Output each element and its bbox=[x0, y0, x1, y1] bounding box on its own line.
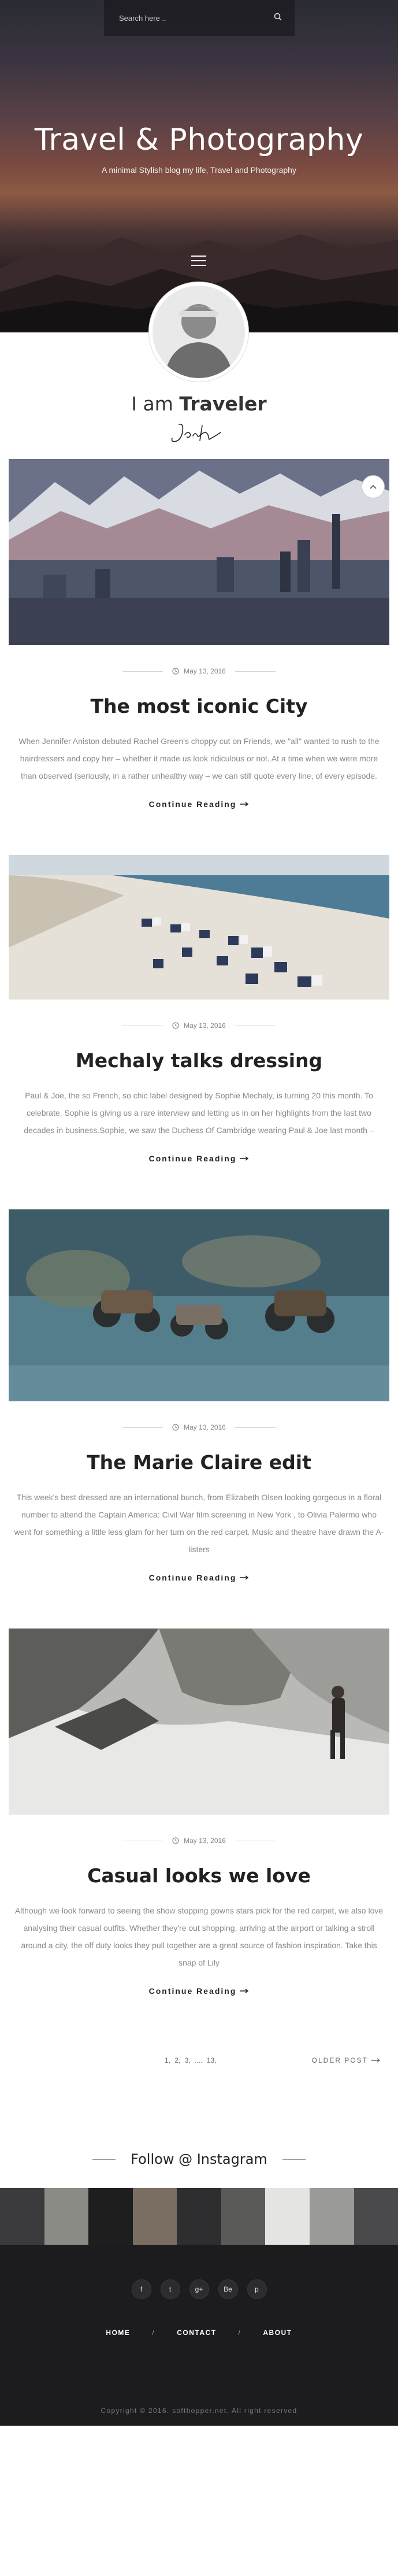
clock-icon bbox=[172, 1424, 179, 1431]
chevron-up-icon bbox=[369, 484, 377, 490]
footer-separator: / bbox=[152, 2329, 155, 2337]
instagram-photo[interactable] bbox=[310, 2188, 354, 2245]
search-input[interactable] bbox=[119, 14, 252, 23]
clock-icon bbox=[172, 1022, 179, 1029]
instagram-photo[interactable] bbox=[265, 2188, 310, 2245]
page-link[interactable]: 1, bbox=[165, 2056, 171, 2064]
scroll-top-button[interactable] bbox=[362, 475, 385, 498]
arrow-right-icon bbox=[240, 1575, 249, 1580]
instagram-feed bbox=[0, 2188, 398, 2245]
continue-reading-label: Continue Reading bbox=[148, 1986, 237, 1996]
continue-reading-label: Continue Reading bbox=[148, 1573, 237, 1582]
post-image[interactable] bbox=[9, 459, 389, 645]
post-date bbox=[172, 1423, 226, 1431]
post-title[interactable]: The Marie Claire edit bbox=[87, 1451, 311, 1474]
instagram-photo[interactable] bbox=[177, 2188, 221, 2245]
footer-link-contact[interactable]: CONTACT bbox=[177, 2329, 217, 2337]
post-date bbox=[172, 667, 226, 675]
footer-nav bbox=[0, 2329, 398, 2337]
behance-icon[interactable]: Be bbox=[218, 2279, 238, 2299]
arrow-right-icon bbox=[240, 1989, 249, 1993]
continue-reading-link[interactable] bbox=[0, 1154, 398, 1163]
instagram-photo[interactable] bbox=[354, 2188, 398, 2245]
arrow-right-icon bbox=[240, 1156, 249, 1161]
page-numbers bbox=[165, 2056, 218, 2064]
instagram-photo[interactable] bbox=[88, 2188, 133, 2245]
site-tagline: A minimal Stylish blog my life, Travel and Photography bbox=[102, 165, 296, 175]
post-title[interactable]: Mechaly talks dressing bbox=[75, 1049, 323, 1072]
facebook-icon[interactable]: f bbox=[132, 2279, 151, 2299]
copyright-text: Copyright © 2016. softhopper.net. All right reserved bbox=[101, 2407, 297, 2415]
profile-prefix: I am bbox=[131, 393, 173, 415]
page-link[interactable]: 3, bbox=[184, 2056, 191, 2064]
pagination bbox=[0, 2056, 398, 2064]
arrow-right-icon bbox=[240, 802, 249, 806]
post-image[interactable] bbox=[9, 1209, 389, 1401]
post-date bbox=[172, 1021, 226, 1030]
post-card bbox=[0, 1628, 398, 1996]
footer-link-about[interactable]: ABOUT bbox=[263, 2329, 292, 2337]
post-card bbox=[0, 1209, 398, 1582]
pinterest-icon[interactable]: p bbox=[247, 2279, 267, 2299]
post-image[interactable] bbox=[9, 1628, 389, 1815]
profile-heading bbox=[0, 393, 398, 415]
continue-reading-link[interactable] bbox=[0, 800, 398, 809]
post-excerpt: Although we look forward to seeing the show stopping gowns stars pick for the red carpet, we also love analysing their casual outfits. Whether they're out shopping, arriving at the airport or talking a stroll around a city, the off duty looks they pull together are a great source of fashion inspiration. Take this snap of Lily bbox=[14, 1906, 384, 1967]
signature-image bbox=[168, 420, 231, 446]
social-links bbox=[0, 2279, 398, 2299]
footer-separator: / bbox=[238, 2329, 241, 2337]
continue-reading-link[interactable] bbox=[0, 1573, 398, 1582]
page-link[interactable]: 2, bbox=[174, 2056, 181, 2064]
post-date-text: May 13, 2016 bbox=[184, 667, 226, 675]
footer bbox=[0, 2245, 398, 2426]
page-link[interactable]: 13, bbox=[206, 2056, 217, 2064]
post-card bbox=[0, 459, 398, 809]
post-date-text: May 13, 2016 bbox=[184, 1423, 226, 1431]
post-excerpt: When Jennifer Aniston debuted Rachel Green's choppy cut on Friends, we "all" wanted to rush to the hairdressers and copy her – whether it made us look ridiculous or not. At a time when we were more than observed (seriously, in a rather unhealthy way – we can still quote every line, of every episode. bbox=[18, 736, 380, 780]
post-date-text: May 13, 2016 bbox=[184, 1837, 226, 1845]
profile-name: Traveler bbox=[179, 393, 267, 415]
older-post-label: OLDER POST bbox=[311, 2056, 368, 2064]
instagram-photo[interactable] bbox=[221, 2188, 266, 2245]
post-title[interactable]: Casual looks we love bbox=[87, 1864, 311, 1887]
clock-icon bbox=[172, 1837, 179, 1844]
post-image[interactable] bbox=[9, 855, 389, 1000]
menu-toggle-icon[interactable] bbox=[191, 256, 206, 268]
site-title[interactable]: Travel & Photography bbox=[34, 123, 364, 157]
post-date bbox=[172, 1837, 226, 1845]
post-meta bbox=[0, 667, 398, 675]
instagram-heading bbox=[0, 2151, 398, 2167]
arrow-right-icon bbox=[371, 2058, 381, 2063]
post-date-text: May 13, 2016 bbox=[184, 1021, 226, 1030]
clock-icon bbox=[172, 668, 179, 675]
post-meta bbox=[0, 1021, 398, 1030]
footer-link-home[interactable]: HOME bbox=[106, 2329, 131, 2337]
post-excerpt: Paul & Joe, the so French, so chic label designed by Sophie Mechaly, is turning 20 this month. To celebrate, Sophie is giving us a rare interview and letting us in on her highlights from the last two decades in business.Sophie, we saw the Duchess Of Cambridge wearing Paul & Joe last month – bbox=[24, 1091, 374, 1135]
avatar bbox=[149, 282, 248, 382]
search-bar bbox=[104, 0, 295, 36]
post-meta bbox=[0, 1423, 398, 1431]
post-excerpt: This week's best dressed are an international bunch, from Elizabeth Olsen looking gorgeous in a floral number to attend the Captain America: Civil War film screening in New York , to Olivia Palermo who went for something a little less glam for her turn on the red carpet. Music and theatre have drawn the A-listers bbox=[14, 1493, 384, 1554]
search-icon[interactable] bbox=[274, 13, 282, 24]
page-ellipsis: .... bbox=[195, 2056, 203, 2064]
post-card bbox=[0, 855, 398, 1163]
post-title[interactable]: The most iconic City bbox=[90, 695, 308, 717]
instagram-photo[interactable] bbox=[133, 2188, 177, 2245]
continue-reading-label: Continue Reading bbox=[148, 800, 237, 809]
older-post-link[interactable] bbox=[312, 2056, 381, 2064]
instagram-photo[interactable] bbox=[0, 2188, 44, 2245]
instagram-photo[interactable] bbox=[44, 2188, 89, 2245]
continue-reading-label: Continue Reading bbox=[148, 1154, 237, 1163]
google-plus-icon[interactable]: g+ bbox=[189, 2279, 209, 2299]
continue-reading-link[interactable] bbox=[0, 1986, 398, 1996]
instagram-label[interactable]: Follow @ Instagram bbox=[131, 2151, 267, 2167]
twitter-icon[interactable]: t bbox=[161, 2279, 180, 2299]
post-meta bbox=[0, 1837, 398, 1845]
